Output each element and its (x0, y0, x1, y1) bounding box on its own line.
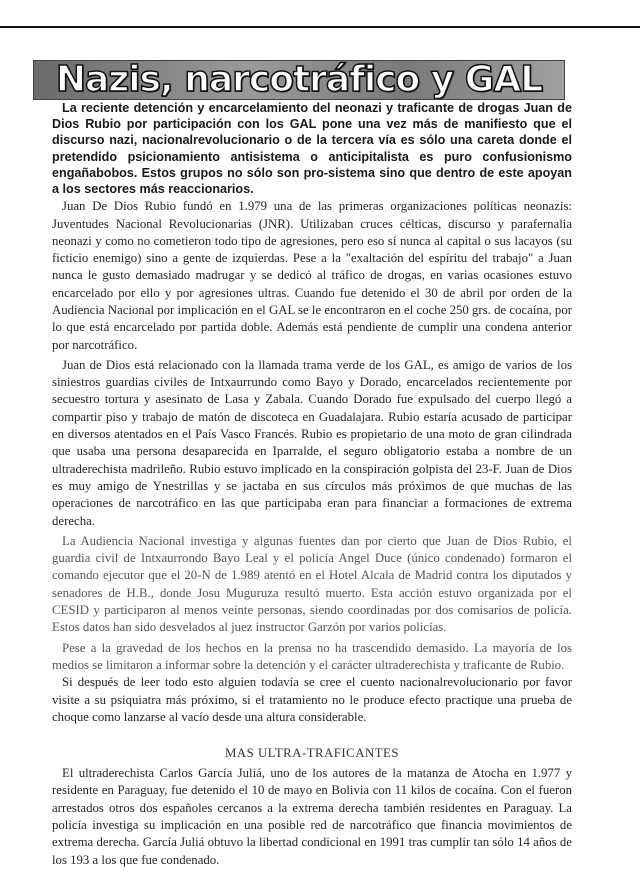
article-body (52, 100, 572, 869)
paragraph-5: Si después de leer todo esto alguien todavía se cree el cuento nacionalrevolucionario por favor visite a su psiquiatra más próximo, si el tratamiento no le produce efecto practique una prueba de choque como lanzarse al vacío desde una altura considerable. (52, 675, 572, 724)
top-rule (0, 26, 640, 28)
article-title: Nazis, narcotráfico y GAL (55, 60, 543, 100)
paragraph-4: Pese a la gravedad de los hechos en la prensa no ha trascendido demasido. La mayoría de los medios se limitaron a informar sobre la detención y el carácter ultraderechista y traficante de Rubio. (52, 640, 572, 672)
title-banner (33, 60, 565, 100)
section-subheading: MAS ULTRA-TRAFICANTES (225, 746, 399, 761)
lead-paragraph: La reciente detención y encarcelamiento del neonazi y traficante de drogas Juan de Dios Rubio por participación con los GAL pone una vez más de manifiesto que el discurso nazi, nacionalrevolucionario o de la tercera vía es sólo una careta donde el pretendido psicionamiento antisistema o anticipitalista es puro confusionismo engañabobos. Estos grupos no sólo son pro-sistema sino que dentro de este apoyan a los sectores más reaccionarios. (52, 101, 572, 197)
paragraph-1: Juan De Dios Rubio fundó en 1.979 una de las primeras organizaciones políticas neonazis: Juventudes Nacional Revolucionarias (JNR). Utilizaban cruces célticas, discurso y parafernalia neonazi y como no cometieron todo tipo de agresiones, pero eso sí nunca al capital o sus lacayos (su ficticio enemigo) sino a gente de izquierdas. Pese a la "exaltación del espíritu del trabajo" a Juan nunca le gusto demasiado madrugar y se dedicó al tráfico de drogas, en varias ocasiones estuvo encarcelado por ello y por agresiones ultras. Cuando fue detenido el 30 de abril por orden de la Audiencia Nacional por implicación en el GAL se le encontraron en el coche 250 grs. de cocaína, por lo que está encarcelado por partida doble. Además está pendiente de cumplir una condena anterior por narcotráfico. (52, 199, 572, 352)
paragraph-3: La Audiencia Nacional investiga y algunas fuentes dan por cierto que Juan de Dios Rubio, el guardia civil de Intxaurrondo Bayo Leal y el policía Angel Duce (único condenado) formaron el comando ejecutor que el 20-N de 1.989 atentó en el Hotel Alcala de Madrid contra los diputados y senadores de H.B., donde Josu Muguruza resultó muerto. Esta acción estuvo organizada por el CESID y participaron al menos veinte personas, siendo coordinadas por dos comisarios de policía. Estos datos han sido desvelados al juez instructor Garzón por varios policías. (52, 533, 572, 635)
closing-paragraph: El ultraderechista Carlos García Juliá, uno de los autores de la matanza de Atocha en 1.977 y residente en Paraguay, fue detenido el 10 de mayo en Bolivia con 11 kilos de cocaína. Con el fueron arrestados otros dos españoles cercanos a la extrema derecha también residentes en Paraguay. La policía investiga su implicación en una posible red de narcotráfico que financia movimientos de extrema derecha. García Juliá obtuvo la libertad condicional en 1991 tras cumplir tan sólo 14 años de los 193 a los que fue condenado. (52, 766, 572, 867)
paragraph-2: Juan de Dios está relacionado con la llamada trama verde de los GAL, es amigo de varios de los siniestros guardias civiles de Intxaurrundo como Bayo y Dorado, encarcelados recientemente por secuestro tortura y asesinato de Lasa y Zabala. Cuando Dorado fue expulsado del cuerpo llegó a compartir piso y trabajo de matón de discoteca en Guadalajara. Rubio estaría acusado de participar en diversos atentados en el País Vasco Francés. Rubio es propietario de una moto de gran cilindrada que usaba una persona desaparecida en Iparralde, el seguro obligatorio estaba a nombre de un ultraderechista madrileño. Rubio estuvo implicado en la conspiración golpista del 23-F. Juan de Dios es muy amigo de Ynestrillas y se jactaba en sus círculos más próximos de que muchas de las operaciones de narcotráfico en las que participaba eran para financiar a formaciones de extrema derecha. (52, 357, 572, 528)
